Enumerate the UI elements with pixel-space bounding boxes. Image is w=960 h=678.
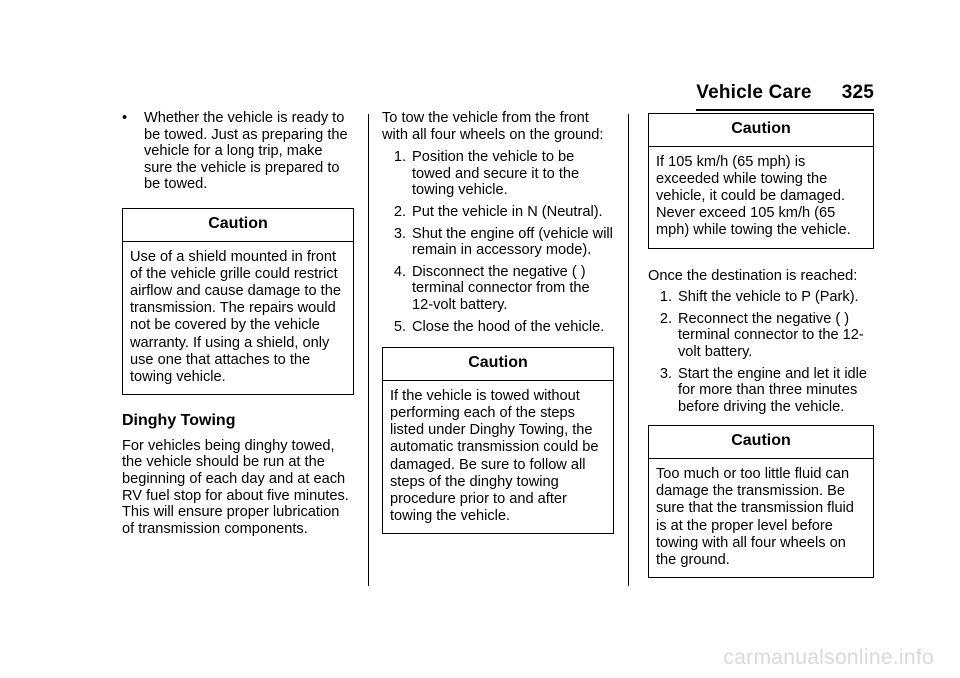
list-item: 5. Close the hood of the vehicle. xyxy=(393,318,605,335)
column-1 xyxy=(122,110,354,537)
intro-text: Once the destination is reached: xyxy=(648,267,858,284)
caution-title: Caution xyxy=(649,114,873,147)
list-item: 2. Put the vehicle in N (Neutral). xyxy=(393,203,603,220)
dinghy-paragraph: For vehicles being dinghy towed, the vehicle should be run at the beginning of each day and at each RV fuel stop for about five minutes. This will ensure proper lubrication of transmission components. xyxy=(122,437,349,537)
list-item: 2. Reconnect the negative ( ) terminal connector to the 12-volt battery. xyxy=(659,310,864,360)
watermark: carmanualsonline.info xyxy=(723,646,934,669)
list-item: 3. Shut the engine off (vehicle will remain in accessory mode). xyxy=(393,225,613,259)
caution-title: Caution xyxy=(123,209,353,242)
tow-steps-list xyxy=(382,149,614,335)
section-heading: Dinghy Towing xyxy=(122,412,236,430)
column-3 xyxy=(648,113,874,578)
section-title: Vehicle Care xyxy=(696,82,812,103)
bullet-icon: • xyxy=(122,110,128,126)
bullet-text: Whether the vehicle is ready to be towed. Just as preparing the vehicle for a long trip, make sure the vehicle is prepared to be towed. xyxy=(144,110,348,193)
caution-body: If the vehicle is towed without performing each of the steps listed under Dinghy Towing, the automatic transmission could be damaged. Be sure to follow all steps of the dinghy towing procedure prior to and after towing the vehicle. xyxy=(390,387,599,525)
intro-text: To tow the vehicle from the front with all four wheels on the ground: xyxy=(382,110,604,143)
caution-box-fluid xyxy=(648,425,874,578)
destination-steps-list xyxy=(648,289,874,415)
caution-box-dinghy xyxy=(382,347,614,534)
column-divider-2 xyxy=(628,114,629,586)
column-2 xyxy=(382,110,614,534)
list-item: 4. Disconnect the negative ( ) terminal connector from the 12-volt battery. xyxy=(393,263,590,313)
caution-box-speed xyxy=(648,113,874,249)
page-header xyxy=(696,82,874,104)
column-divider-1 xyxy=(368,114,369,586)
caution-body: If 105 km/h (65 mph) is exceeded while towing the vehicle, it could be damaged. Never exceed 105 km/h (65 mph) while towing the vehicle. xyxy=(656,153,851,239)
caution-title: Caution xyxy=(383,348,613,381)
list-item: 1. Shift the vehicle to P (Park). xyxy=(659,289,859,306)
caution-title: Caution xyxy=(649,426,873,459)
header-rule xyxy=(696,109,874,111)
page-number: 325 xyxy=(841,82,874,103)
list-item: 1. Position the vehicle to be towed and secure it to the towing vehicle. xyxy=(393,149,580,199)
caution-body: Use of a shield mounted in front of the vehicle grille could restrict airflow and cause damage to the transmission. The repairs would not be covered by the vehicle warranty. If using a shield, only use one that attaches to the towing vehicle. xyxy=(130,248,341,385)
bullet-item xyxy=(122,110,354,193)
caution-body: Too much or too little fluid can damage the transmission. Be sure that the transmission fluid is at the proper level before towing with all four wheels on the ground. xyxy=(656,465,854,568)
caution-box-shield xyxy=(122,208,354,395)
list-item: 3. Start the engine and let it idle for more than three minutes before driving the vehicle. xyxy=(659,365,868,415)
